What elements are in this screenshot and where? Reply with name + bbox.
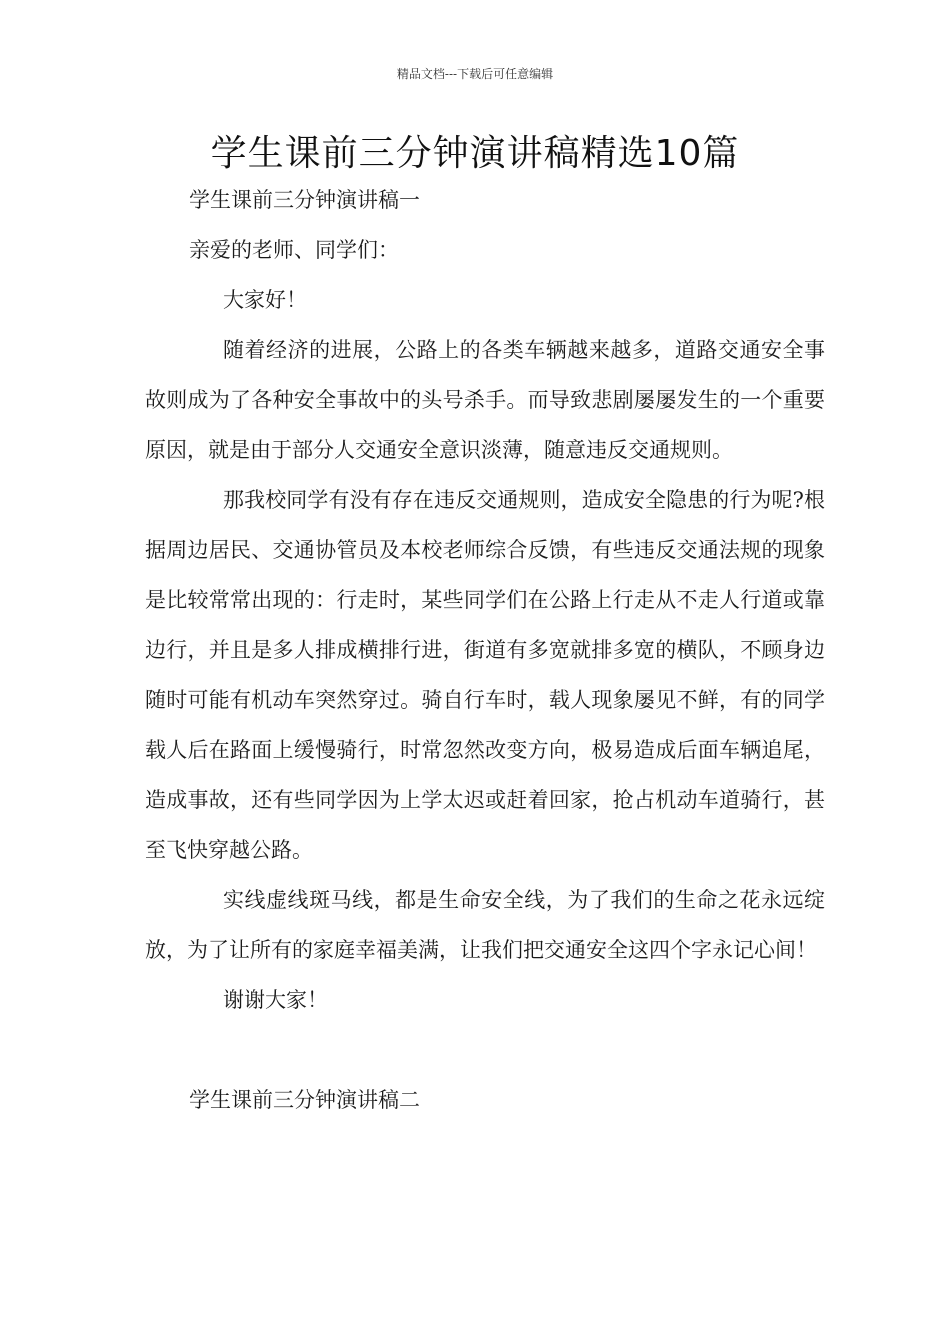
speech-1-paragraph-3: 实线虚线斑马线，都是生命安全线，为了我们的生命之花永远绽放，为了让所有的家庭幸福美满，让我们把交通安全这四个字永记心间！ (145, 888, 825, 962)
page-title: 学生课前三分钟演讲稿精选10篇 (210, 133, 740, 174)
speech-1-paragraph-2: 那我校同学有没有存在违反交通规则，造成安全隐患的行为呢?根据周边居民、交通协管员及本校老师综合反馈，有些违反交通法规的现象是比较常常出现的：行走时，某些同学们在公路上行走从不走人行道或靠边行，并且是多人排成横排行进，街道有多宽就排多宽的横队，不顾身边随时可能有机动车突然穿过。骑自行车时，载人现象屡见不鲜，有的同学载人后在路面上缓慢骑行，时常忽然改变方向，极易造成后面车辆追尾，造成事故，还有些同学因为上学太迟或赶着回家，抢占机动车道骑行，甚至飞快穿越公路。 (145, 488, 825, 862)
header-note: 精品文档---下载后可任意编辑 (396, 67, 554, 81)
section-spacer (145, 1025, 825, 1075)
speech-2-heading: 学生课前三分钟演讲稿二 (189, 1088, 420, 1112)
document-body (145, 175, 825, 1125)
speech-1-paragraph-1: 随着经济的进展，公路上的各类车辆越来越多，道路交通安全事故则成为了各种安全事故中的头号杀手。而导致悲剧屡屡发生的一个重要原因，就是由于部分人交通安全意识淡薄，随意违反交通规则。 (145, 338, 825, 462)
speech-1-greeting: 大家好！ (223, 288, 307, 312)
speech-1-heading: 学生课前三分钟演讲稿一 (189, 188, 420, 212)
speech-1-salutation: 亲爱的老师、同学们： (189, 238, 399, 262)
speech-1-closing: 谢谢大家！ (223, 988, 328, 1012)
